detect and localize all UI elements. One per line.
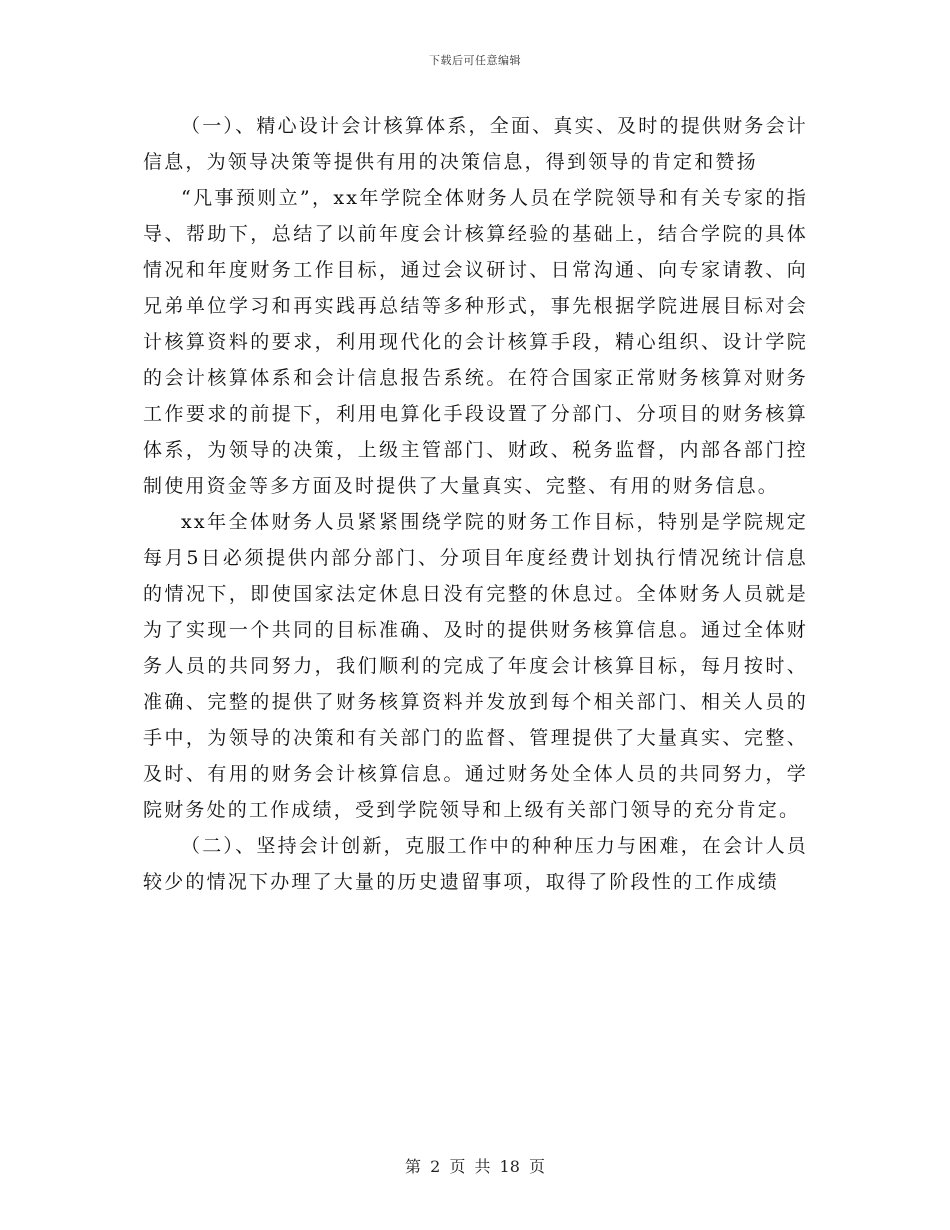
- body-paragraph-2: xx年全体财务人员紧紧围绕学院的财务工作目标，特别是学院规定每月5日必须提供内部分部门、分项目年度经费计划执行情况统计信息的情况下，即使国家法定休息日没有完整的休息过。全体财务人员就是为了实现一个共同的目标准确、及时的提供财务核算信息。通过全体财务人员的共同努力，我们顺利的完成了年度会计核算目标，每月按时、准确、完整的提供了财务核算资料并发放到每个相关部门、相关人员的手中，为领导的决策和有关部门的监督、管理提供了大量真实、完整、及时、有用的财务会计核算信息。通过财务处全体人员的共同努力，学院财务处的工作成绩，受到学院领导和上级有关部门领导的充分肯定。: [143, 511, 808, 821]
- page-number: 第 2 页 共 18 页: [405, 1157, 545, 1176]
- body-paragraph-1: “凡事预则立”，xx年学院全体财务人员在学院领导和有关专家的指导、帮助下，总结了以前年度会计核算经验的基础上，结合学院的具体情况和年度财务工作目标，通过会议研讨、日常沟通、向专家请教、向兄弟单位学习和再实践再总结等多种形式，事先根据学院进展目标对会计核算资料的要求，利用现代化的会计核算手段，精心组织、设计学院的会计核算体系和会计信息报告系统。在符合国家正常财务核算对财务工作要求的前提下，利用电算化手段设置了分部门、分项目的财务核算体系，为领导的决策，上级主管部门、财政、税务监督，内部各部门控制使用资金等多方面及时提供了大量真实、完整、有用的财务信息。: [143, 187, 808, 497]
- document-body: [143, 108, 808, 900]
- page-header-note: 下载后可任意编辑: [429, 54, 521, 67]
- section-heading-1: （一）、精心设计会计核算体系，全面、真实、及时的提供财务会计信息，为领导决策等提供有用的决策信息，得到领导的肯定和赞扬: [143, 115, 808, 173]
- section-heading-2: （二）、坚持会计创新，克服工作中的种种压力与困难，在会计人员较少的情况下办理了大量的历史遗留事项，取得了阶段性的工作成绩: [143, 835, 808, 893]
